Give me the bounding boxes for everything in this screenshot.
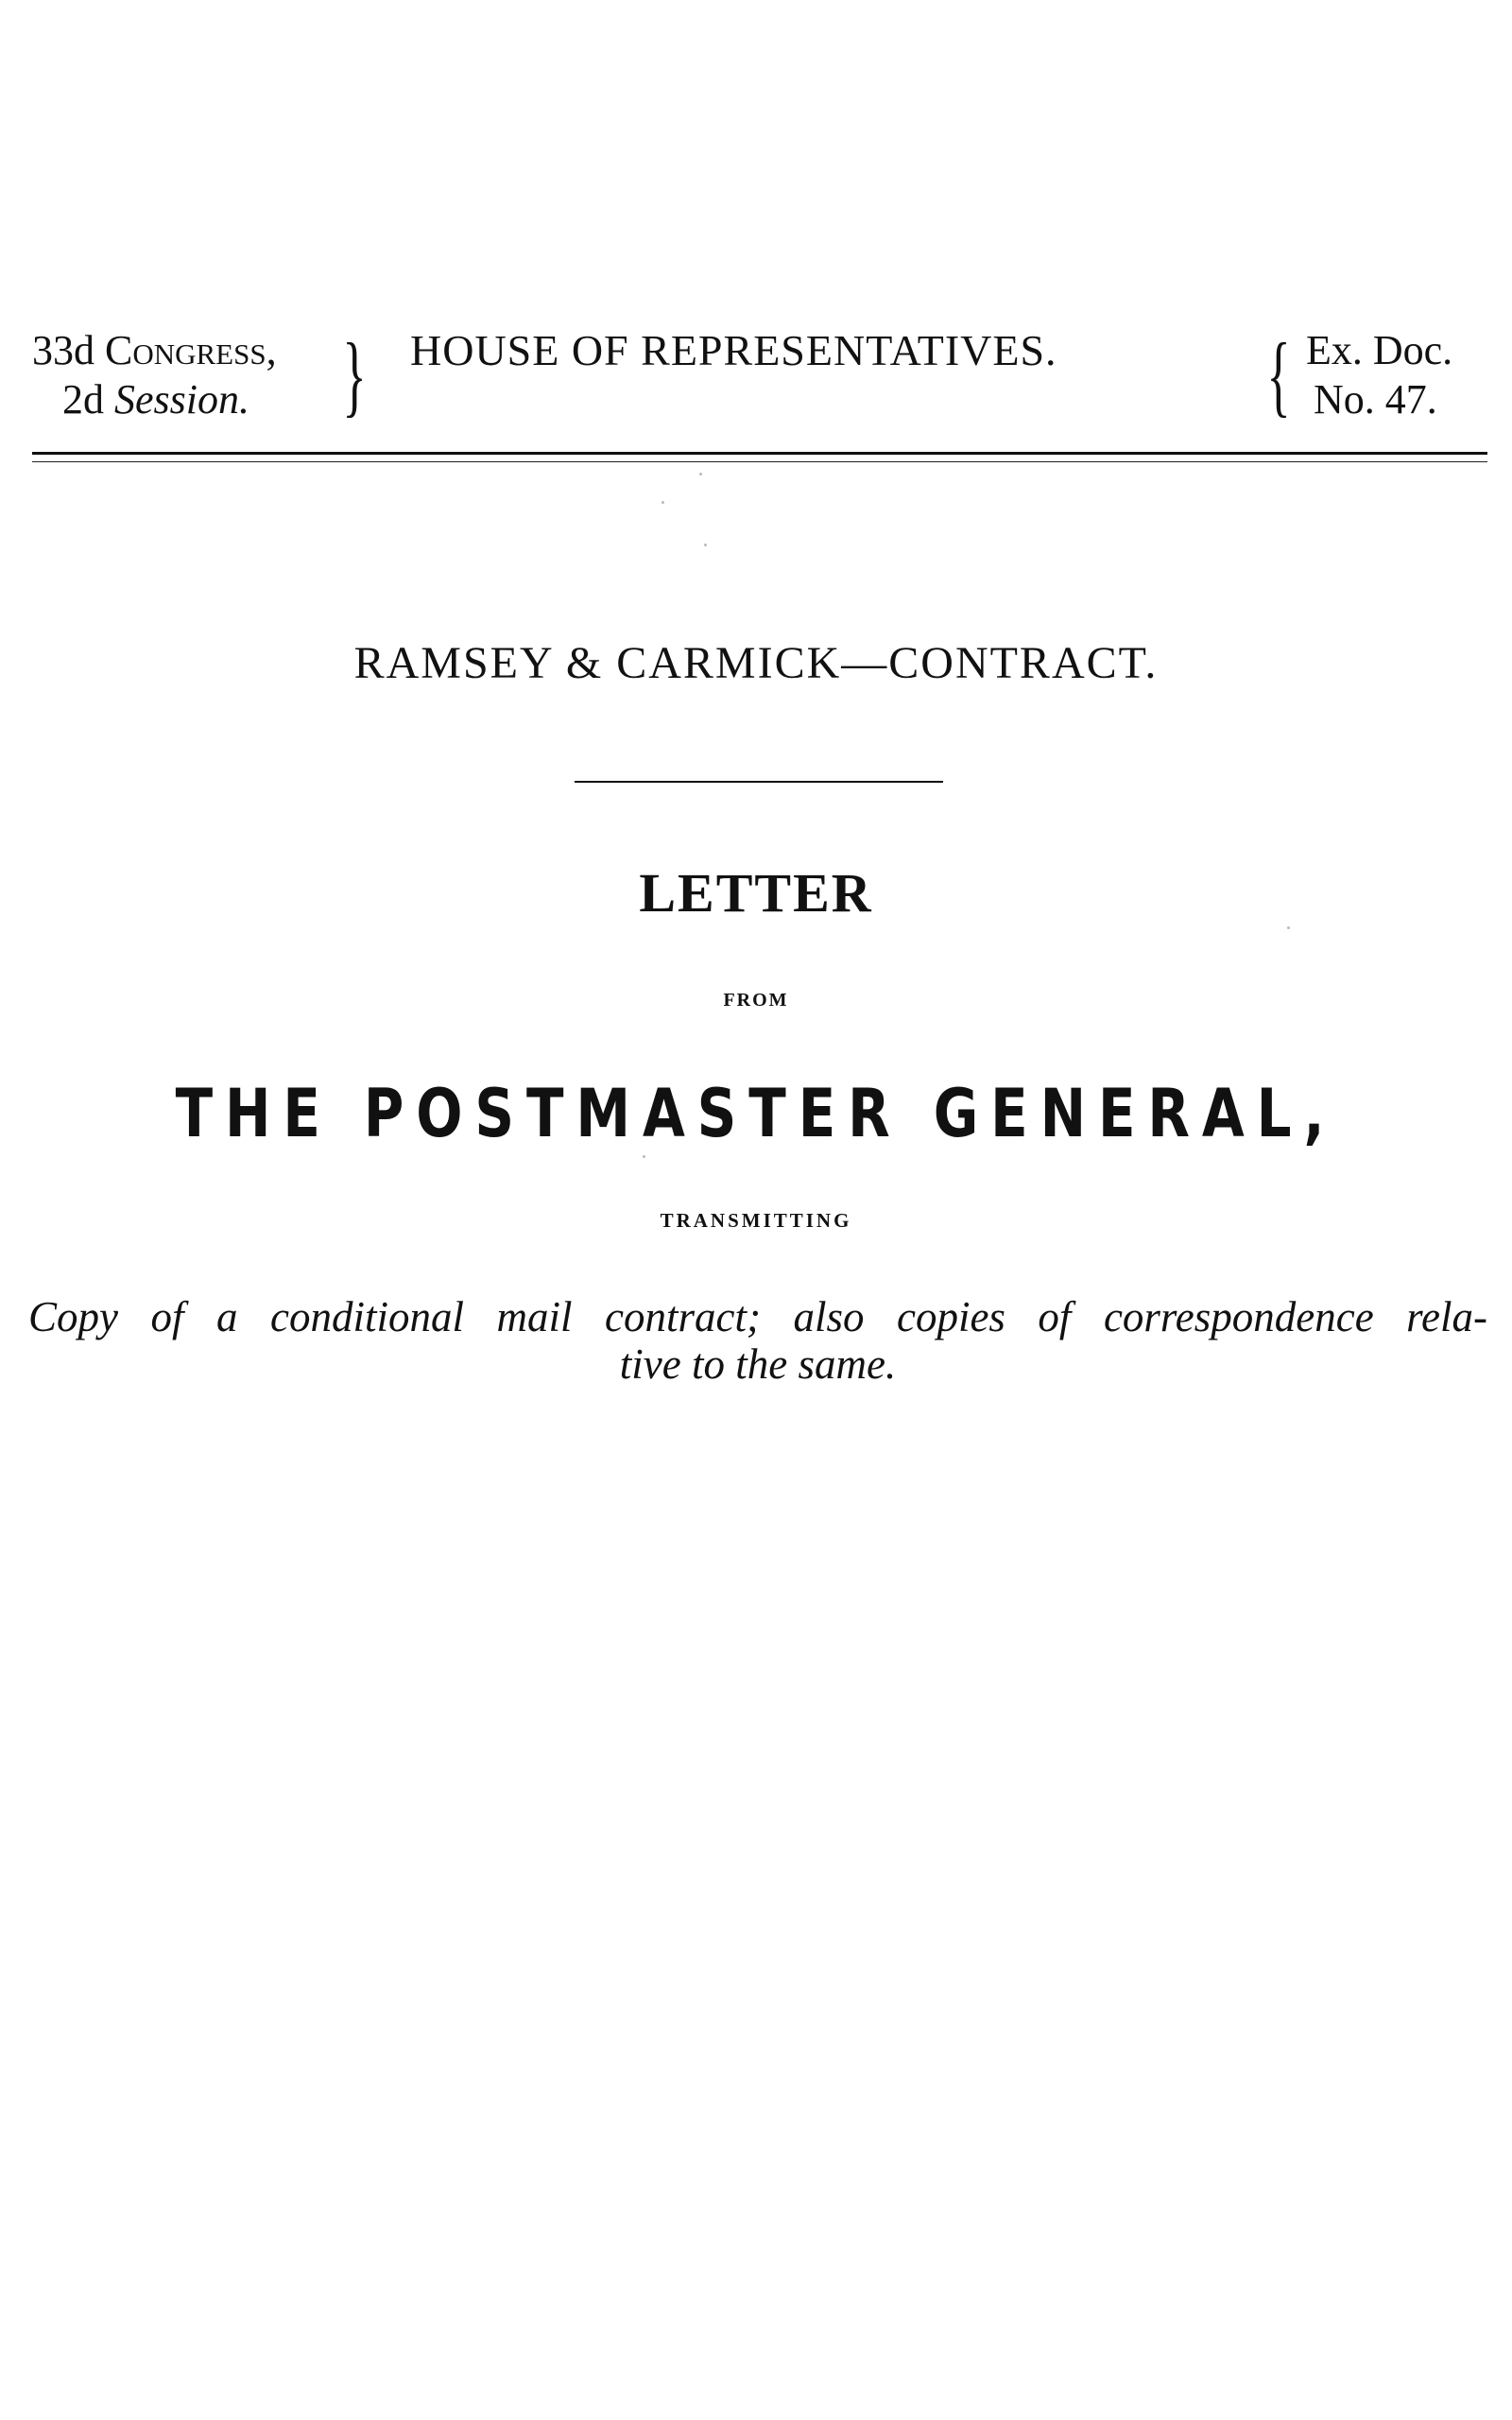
congress-session-block [32,326,344,424]
doc-type: Ex. Doc. [1306,327,1453,373]
session-number: 2d [62,376,104,423]
congress-word: Congress, [105,327,277,373]
document-header [32,326,1487,440]
congress-number: 33d [32,327,94,373]
scan-speck [704,544,707,546]
description-line-2: tive to the same. [619,1340,897,1388]
title-divider [575,781,943,783]
sender-heading: THE POSTMASTER GENERAL, [175,1075,1337,1152]
session-word: Session. [114,376,249,423]
congress-line [32,326,344,375]
left-brace-icon: } [342,324,367,425]
scan-speck [662,501,664,504]
document-title: RAMSEY & CARMICK—CONTRACT. [353,638,1159,688]
description-line-1: Copy of a conditional mail contract; also copies of correspondence rela- [28,1293,1487,1340]
scan-speck [699,473,702,475]
doc-number: No. 47. [1314,376,1437,423]
session-line [32,375,344,424]
header-rule-thick [32,452,1487,455]
header-rule-thin [32,461,1487,462]
letter-heading: LETTER [639,862,873,924]
right-brace-icon: { [1266,324,1291,425]
scan-speck [1287,926,1290,929]
transmitting-label: TRANSMITTING [660,1209,852,1232]
from-label: FROM [723,990,789,1011]
document-description [28,1293,1487,1388]
scan-speck [643,1155,645,1158]
document-number-block [1306,326,1495,424]
chamber-name: HOUSE OF REPRESENTATIVES. [410,326,1057,374]
